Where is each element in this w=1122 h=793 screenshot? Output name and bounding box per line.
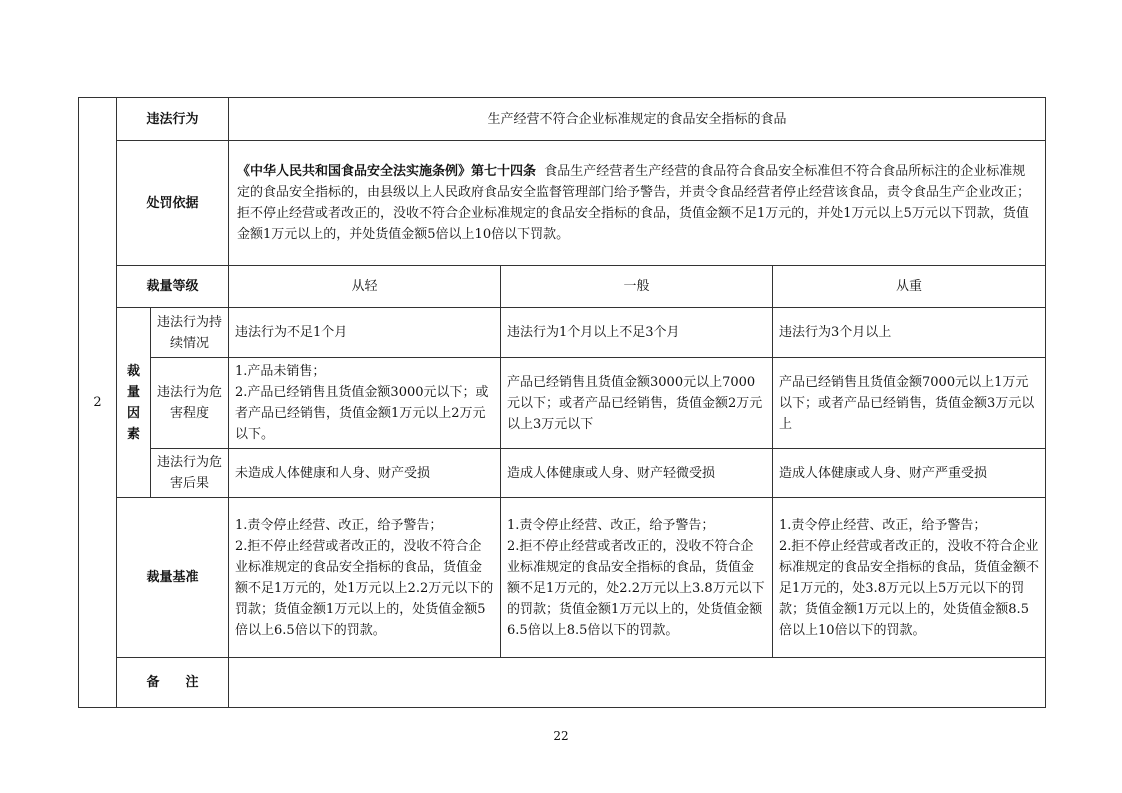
level-light: 从轻 bbox=[229, 266, 501, 308]
standard-label: 裁量基准 bbox=[117, 498, 229, 658]
level-heavy: 从重 bbox=[773, 266, 1046, 308]
penalty-discretion-table bbox=[78, 97, 1046, 708]
factor-duration-light: 违法行为不足1个月 bbox=[229, 308, 501, 358]
factor-consequence-normal: 造成人体健康或人身、财产轻微受损 bbox=[501, 449, 773, 498]
basis-label: 处罚依据 bbox=[117, 141, 229, 266]
factor-consequence-light: 未造成人体健康和人身、财产受损 bbox=[229, 449, 501, 498]
violation-value: 生产经营不符合企业标准规定的食品安全指标的食品 bbox=[229, 98, 1046, 141]
basis-text: 食品生产经营者生产经营的食品符合食品安全标准但不符合食品所标注的企业标准规定的食品安全指标的，由县级以上人民政府食品安全监督管理部门给予警告，并责令食品经营者停止经营该食品，责令食品生产企业改正；拒不停止经营或者改正的，没收不符合企业标准规定的食品安全指标的食品，货值金额不足1万元的，并处1万元以上5万元以下罚款，货值金额1万元以上的，并处货值金额5倍以上10倍以下罚款。 bbox=[237, 164, 1031, 242]
factor-severity-heavy: 产品已经销售且货值金额7000元以上1万元以下；或者产品已经销售，货值金额3万元以上 bbox=[773, 358, 1046, 449]
row-number: 2 bbox=[79, 98, 117, 708]
levels-label: 裁量等级 bbox=[117, 266, 229, 308]
standard-light: 1.责令停止经营、改正，给予警告； 2.拒不停止经营或者改正的，没收不符合企业标准规定的食品安全指标的食品，货值金额不足1万元的，处1万元以上2.2万元以下的罚款；货值金额1万元以上的，处货值金额5倍以上6.5倍以下的罚款。 bbox=[229, 498, 501, 658]
factor-severity-normal: 产品已经销售且货值金额3000元以上7000元以下；或者产品已经销售，货值金额2万元以上3万元以下 bbox=[501, 358, 773, 449]
level-normal: 一般 bbox=[501, 266, 773, 308]
remarks-value bbox=[229, 658, 1046, 708]
factor-name-consequence: 违法行为危害后果 bbox=[151, 449, 229, 498]
page-number: 22 bbox=[553, 729, 569, 743]
factor-name-severity: 违法行为危害程度 bbox=[151, 358, 229, 449]
factor-duration-normal: 违法行为1个月以上不足3个月 bbox=[501, 308, 773, 358]
standard-heavy: 1.责令停止经营、改正，给予警告； 2.拒不停止经营或者改正的，没收不符合企业标准规定的食品安全指标的食品，货值金额不足1万元的，处3.8万元以上5万元以下的罚款；货值金额1万元以上的，处货值金额8.5倍以上10倍以下的罚款。 bbox=[773, 498, 1046, 658]
factor-severity-light: 1.产品未销售； 2.产品已经销售且货值金额3000元以下；或者产品已经销售，货值金额1万元以上2万元以下。 bbox=[229, 358, 501, 449]
violation-label: 违法行为 bbox=[117, 98, 229, 141]
factor-name-duration: 违法行为持续情况 bbox=[151, 308, 229, 358]
factor-consequence-heavy: 造成人体健康或人身、财产严重受损 bbox=[773, 449, 1046, 498]
factor-duration-heavy: 违法行为3个月以上 bbox=[773, 308, 1046, 358]
basis-law-title: 《中华人民共和国食品安全法实施条例》第七十四条 bbox=[237, 164, 537, 179]
basis-cell bbox=[229, 141, 1046, 266]
remarks-label: 备 注 bbox=[117, 658, 229, 708]
factors-label: 裁 量 因 素 bbox=[117, 308, 151, 498]
standard-normal: 1.责令停止经营、改正，给予警告； 2.拒不停止经营或者改正的，没收不符合企业标准规定的食品安全指标的食品，货值金额不足1万元的，处2.2万元以上3.8万元以下的罚款；货值金额1万元以上的，处货值金额6.5倍以上8.5倍以下的罚款。 bbox=[501, 498, 773, 658]
